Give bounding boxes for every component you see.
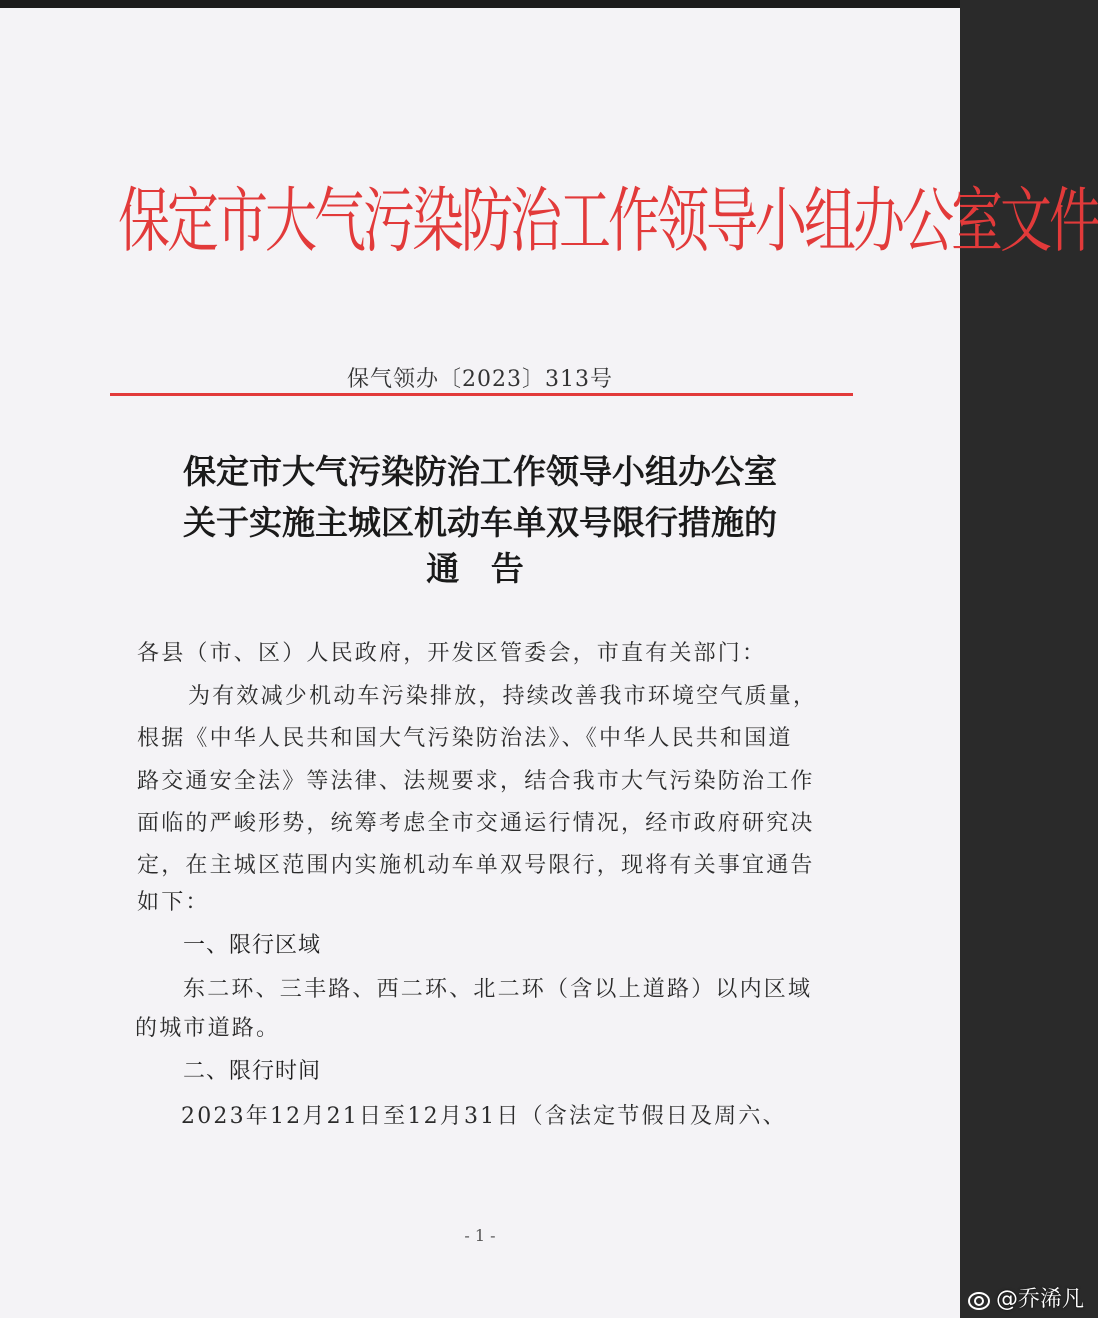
paragraph-line: 的城市道路。 — [135, 1016, 281, 1041]
red-separator-line — [110, 393, 853, 396]
salutation: 各县（市、区）人民政府，开发区管委会，市直有关部门： — [137, 641, 767, 666]
section-heading-time: 二、限行时间 — [183, 1059, 322, 1084]
letterhead-title: 保定市大气污染防治工作领导小组办公室文件 — [118, 181, 1098, 263]
top-strip — [0, 0, 960, 8]
weibo-watermark — [966, 1282, 1084, 1313]
paragraph-line: 面临的严峻形势，统筹考虑全市交通运行情况，经市政府研究决 — [137, 811, 815, 836]
document-number: 保气领办〔2023〕313号 — [347, 367, 613, 392]
paragraph-line: 为有效减少机动车污染排放，持续改善我市环境空气质量， — [188, 684, 818, 709]
paragraph-line: 2023年12月21日至12月31日（含法定节假日及周六、 — [181, 1104, 787, 1129]
notice-title-line-2: 关于实施主城区机动车单双号限行措施的 — [183, 503, 777, 542]
paragraph-line: 定，在主城区范围内实施机动车单双号限行，现将有关事宜通告 — [137, 853, 815, 878]
page-number: - 1 - — [464, 1226, 496, 1245]
watermark-handle: @乔浠凡 — [995, 1287, 1084, 1312]
notice-title-line-1: 保定市大气污染防治工作领导小组办公室 — [183, 452, 777, 491]
notice-title-line-3: 通 告 — [426, 549, 534, 588]
paragraph-line: 路交通安全法》等法律、法规要求，结合我市大气污染防治工作 — [137, 769, 815, 794]
paragraph-line: 如下： — [137, 890, 210, 915]
section-heading-area: 一、限行区域 — [183, 933, 322, 958]
paragraph-line: 根据《中华人民共和国大气污染防治法》、《中华人民共和国道 — [137, 726, 793, 751]
weibo-icon — [966, 1288, 990, 1308]
paragraph-line: 东二环、三丰路、西二环、北二环（含以上道路）以内区域 — [183, 977, 813, 1002]
